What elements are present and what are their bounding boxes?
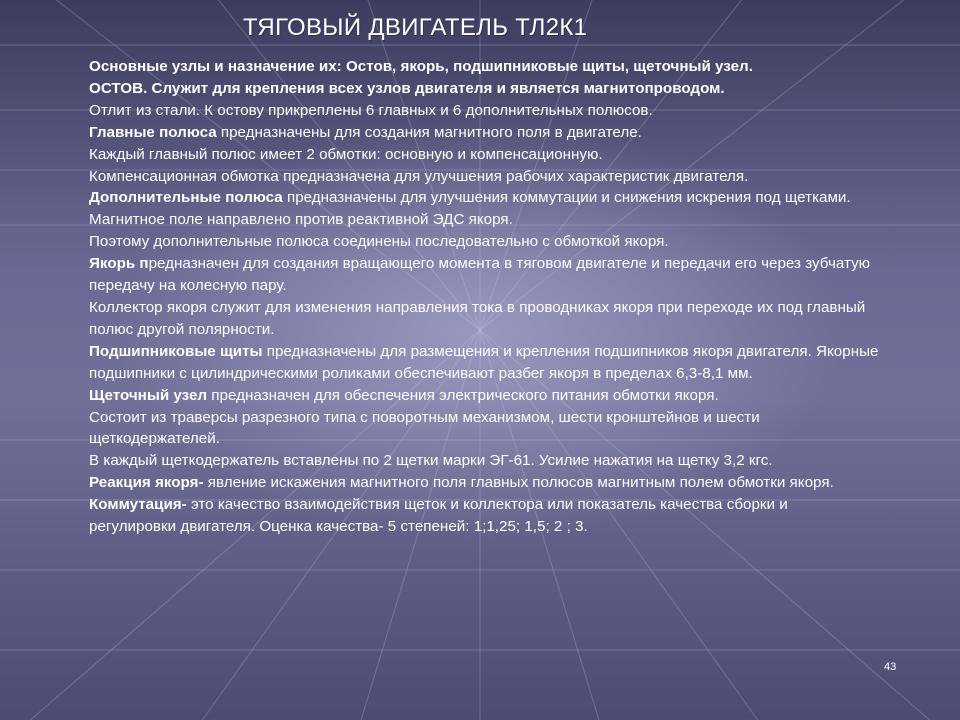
paragraph-bold: Якорь п (89, 255, 149, 273)
paragraph-armature-reaction (89, 472, 879, 494)
paragraph-text: явление искажения магнитного поля главных полюсов магнитным полем обмотки якоря. (203, 474, 834, 492)
paragraph-text: предназначены для улучшения коммутации и снижения искрения под щетками. Магнитное поле направлено против реактивной ЭДС якоря. (89, 189, 851, 229)
paragraph-text: В каждый щеткодержатель вставлены по 2 щетки марки ЭГ-61. Усилие нажатия на щетку 3,2 кгс. (89, 452, 773, 470)
paragraph-text: Компенсационная обмотка предназначена для улучшения рабочих характеристик двигателя. (89, 167, 749, 185)
paragraph-bold: Главные полюса (89, 123, 217, 141)
paragraph-text: Каждый главный полюс имеет 2 обмотки: основную и компенсационную. (89, 145, 603, 163)
paragraph-bold: Основные узлы и назначение их: Остов, якорь, подшипниковые щиты, щеточный узел. (89, 58, 753, 75)
page-number: 43 (884, 661, 897, 673)
paragraph-commutator (89, 297, 879, 341)
paragraph-bold: Подшипниковые щиты (89, 342, 263, 360)
paragraph-frame-cast (89, 100, 879, 122)
paragraph-frame (89, 78, 879, 100)
paragraph-commutation (89, 494, 879, 538)
paragraph-text: предназначены для создания магнитного поля в двигателе. (216, 123, 642, 141)
paragraph-text: предназначены для размещения и крепления подшипников якоря двигателя. Якорные подшипники с цилиндрическими роликами обеспечивают разбег якоря в пределах 6,3-8,1 мм. (89, 342, 879, 382)
slide-title: ТЯГОВЫЙ ДВИГАТЕЛЬ ТЛ2К1 (243, 14, 588, 41)
paragraph-compensation-winding (89, 166, 879, 188)
paragraph-additional-poles (89, 187, 879, 231)
paragraph-text: Коллектор якоря служит для изменения направления тока в проводниках якоря при переходе их под главный полюс другой полярности. (89, 298, 866, 338)
paragraph-traverse (89, 407, 879, 451)
paragraph-bold: Реакция якоря- (89, 474, 204, 492)
paragraph-text: Поэтому дополнительные полюса соединены последовательно с обмоткой якоря. (89, 233, 669, 251)
paragraph-text: редназначен для создания вращающего момента в тяговом двигателе и передачи его через зубчатую передачу на колесную пару. (89, 255, 871, 295)
paragraph-bold: ОСТОВ. Служит для крепления всех узлов двигателя и является магнитопроводом. (89, 79, 725, 97)
paragraph-bold: Щеточный узел (89, 386, 208, 404)
paragraph-bold: Дополнительные полюса (89, 189, 283, 207)
paragraph-armature (89, 253, 879, 297)
paragraph-brushes (89, 450, 879, 472)
paragraph-brush-assembly (89, 385, 879, 407)
paragraph-main-units (89, 56, 879, 78)
paragraph-text: Состоит из траверсы разрезного типа с поворотным механизмом, шести кронштейнов и шести щеткодержателей. (89, 408, 760, 448)
slide-body (89, 56, 879, 538)
paragraph-main-poles (89, 122, 879, 144)
paragraph-text: Отлит из стали. К остову прикреплены 6 главных и 6 дополнительных полюсов. (89, 101, 653, 119)
paragraph-text: предназначен для обеспечения электрического питания обмотки якоря. (207, 386, 719, 404)
paragraph-text: это качество взаимодействия щеток и коллектора или показатель качества сборки и регулировки двигателя. Оценка качества- 5 степеней: 1;1,25; 1,5; 2 ; 3. (89, 496, 788, 536)
paragraph-pole-windings (89, 144, 879, 166)
paragraph-bold: Коммутация- (89, 496, 187, 514)
paragraph-series-connection (89, 231, 879, 253)
paragraph-bearing-shields (89, 341, 879, 385)
